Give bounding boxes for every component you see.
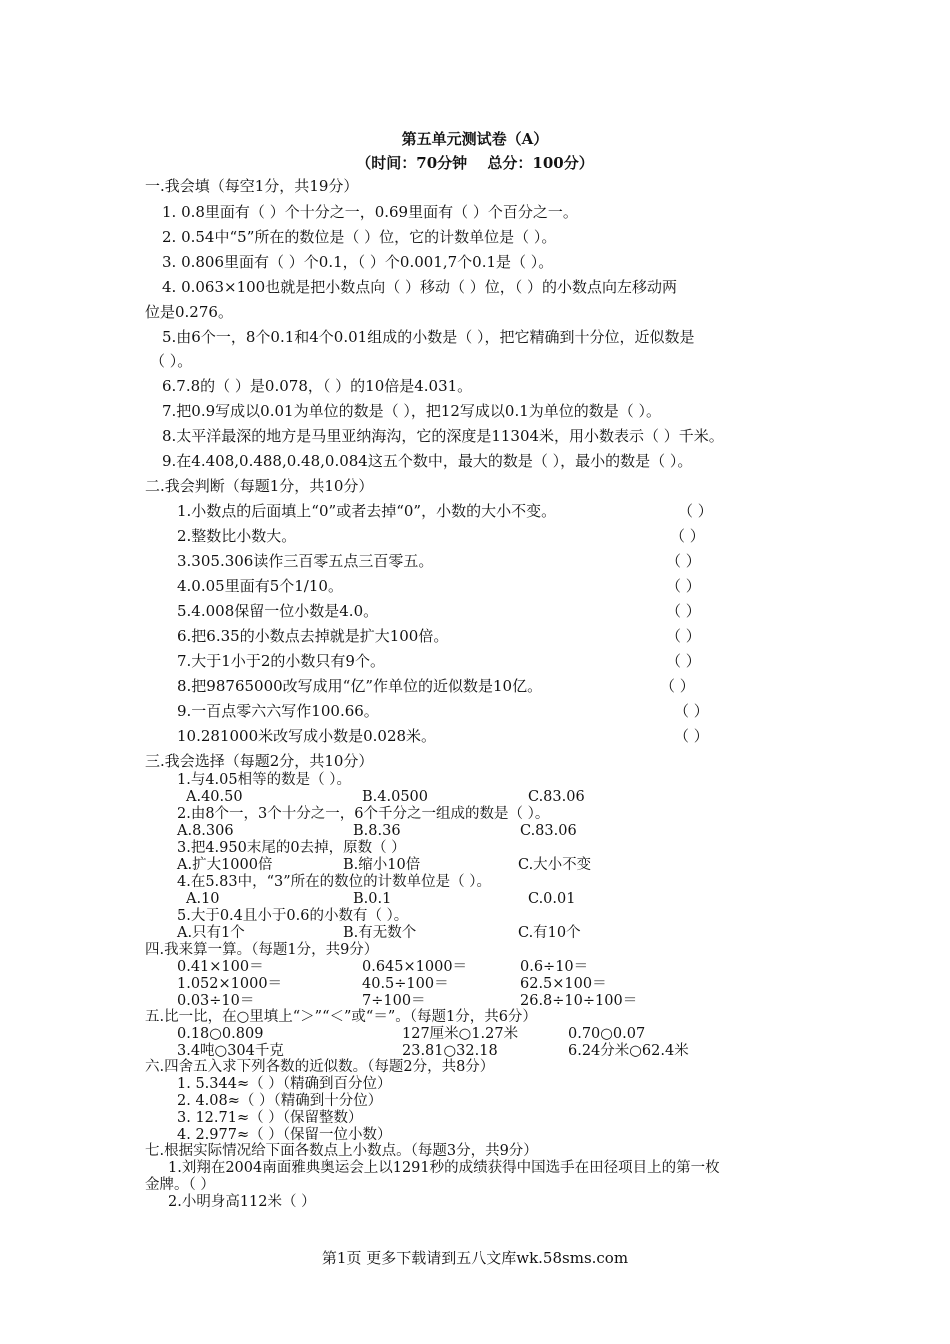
s5-r1-c1: 0.18○0.809 <box>177 1026 264 1042</box>
page-subtitle: （时间：70分钟 总分：100分） <box>356 154 594 172</box>
s1-question-4: 4. 0.063×100也就是把小数点向（ ）移动（ ）位，（ ）的小数点向左移动两 <box>162 278 678 296</box>
s3-q4-option-a: A.10 <box>186 891 220 907</box>
s5-r1-c2: 127厘米○1.27米 <box>402 1026 519 1042</box>
s3-q1-option-c: C.83.06 <box>528 789 585 805</box>
s2-answer-7: （ ） <box>666 652 701 670</box>
s3-q4-option-b: B.0.1 <box>353 891 392 907</box>
s3-q2-option-a: A.8.306 <box>177 823 234 839</box>
s1-question-9: 9.在4.408,0.488,0.48,0.084这五个数中，最大的数是（ ），最小的数是（ ）。 <box>162 452 693 470</box>
s7-question-2: 2.小明身高112米（ ） <box>168 1194 316 1210</box>
s5-r2-c3: 6.24分米○62.4米 <box>568 1043 689 1059</box>
s5-r2-c2: 23.81○32.18 <box>402 1043 498 1059</box>
s4-r3-c1: 0.03÷10＝ <box>177 993 255 1009</box>
s1-question-7: 7.把0.9写成以0.01为单位的数是（ ），把12写成以0.1为单位的数是（ ）。 <box>162 402 662 420</box>
section-7-heading: 七.根据实际情况给下面各数点上小数点。（每题3分，共9分） <box>145 1143 538 1159</box>
section-1-heading: 一.我会填（每空1分，共19分） <box>145 177 359 195</box>
s1-question-4-cont: 位是0.276。 <box>145 303 233 321</box>
s2-question-8: 8.把98765000改写成用“亿”作单位的近似数是10亿。 <box>177 677 543 695</box>
s3-question-1: 1.与4.05相等的数是（ ）。 <box>177 772 351 788</box>
s1-question-1: 1. 0.8里面有（ ）个十分之一，0.69里面有（ ）个百分之一。 <box>162 203 578 221</box>
s2-answer-9: （ ） <box>674 702 709 720</box>
s4-r2-c2: 40.5÷100＝ <box>362 976 449 992</box>
s3-q2-option-b: B.8.36 <box>353 823 401 839</box>
s3-question-2: 2.由8个一，3个十分之一，6个千分之一组成的数是（ ）。 <box>177 806 550 822</box>
s2-answer-3: （ ） <box>666 552 701 570</box>
s3-question-4: 4.在5.83中，“3”所在的数位的计数单位是（ ）。 <box>177 874 492 890</box>
s2-answer-10: （ ） <box>674 727 709 745</box>
s5-r1-c3: 0.70○0.07 <box>568 1026 646 1042</box>
s4-r2-c1: 1.052×1000＝ <box>177 976 283 992</box>
s2-question-2: 2.整数比小数大。 <box>177 527 297 545</box>
s6-item-1: 1. 5.344≈（ ）（精确到百分位） <box>177 1076 392 1092</box>
s2-question-3: 3.305.306读作三百零五点三百零五。 <box>177 552 434 570</box>
s2-answer-5: （ ） <box>666 602 701 620</box>
page-footer: 第1页 更多下载请到五八文库wk.58sms.com <box>321 1249 629 1267</box>
page-title: 第五单元测试卷（A） <box>401 130 549 148</box>
s7-question-1: 1.刘翔在2004南面雅典奥运会上以1291秒的成绩获得中国选手在田径项目上的第一枚 <box>168 1160 720 1176</box>
s2-question-6: 6.把6.35的小数点去掉就是扩大100倍。 <box>177 627 449 645</box>
s1-question-2: 2. 0.54中“5”所在的数位是（ ）位，它的计数单位是（ ）。 <box>162 228 557 246</box>
s1-question-6: 6.7.8的（ ）是0.078，（ ）的10倍是4.031。 <box>162 377 473 395</box>
s1-question-3: 3. 0.806里面有（ ）个0.1，（ ）个0.001,7个0.1是（ ）。 <box>162 253 554 271</box>
s6-item-2: 2. 4.08≈（ ）（精确到十分位） <box>177 1093 383 1109</box>
s7-question-1-cont: 金牌。（ ） <box>145 1177 215 1193</box>
s3-q4-option-c: C.0.01 <box>528 891 576 907</box>
s3-q5-option-a: A.只有1个 <box>177 925 245 941</box>
s6-item-4: 4. 2.977≈（ ）（保留一位小数） <box>177 1127 392 1143</box>
s2-answer-1: （ ） <box>678 502 713 520</box>
s6-item-3: 3. 12.71≈（ ）（保留整数） <box>177 1110 363 1126</box>
s4-r2-c3: 62.5×100＝ <box>520 976 607 992</box>
s4-r3-c2: 7÷100＝ <box>362 993 426 1009</box>
s2-question-5: 5.4.008保留一位小数是4.0。 <box>177 602 379 620</box>
s2-question-4: 4.0.05里面有5个1/10。 <box>177 577 343 595</box>
s4-r1-c3: 0.6÷10＝ <box>520 959 589 975</box>
s3-q2-option-c: C.83.06 <box>520 823 577 839</box>
s1-question-8: 8.太平洋最深的地方是马里亚纳海沟，它的深度是11304米，用小数表示（ ）千米。 <box>162 427 724 445</box>
s4-r1-c1: 0.41×100＝ <box>177 959 264 975</box>
s3-question-5: 5.大于0.4且小于0.6的小数有（ ）。 <box>177 908 409 924</box>
section-2-heading: 二.我会判断（每题1分，共10分） <box>145 477 374 495</box>
s2-question-10: 10.281000米改写成小数是0.028米。 <box>177 727 437 745</box>
s2-answer-6: （ ） <box>666 627 701 645</box>
s2-question-9: 9.一百点零六六写作100.66。 <box>177 702 379 720</box>
s2-answer-8: （ ） <box>660 677 695 695</box>
s3-q3-option-b: B.缩小10倍 <box>343 857 421 873</box>
s4-r1-c2: 0.645×1000＝ <box>362 959 468 975</box>
section-6-heading: 六.四舍五入求下列各数的近似数。（每题2分，共8分） <box>145 1059 495 1075</box>
section-5-heading: 五.比一比，在○里填上“＞”“＜”或“＝”。（每题1分，共6分） <box>145 1009 537 1025</box>
s1-question-5: 5.由6个一，8个0.1和4个0.01组成的小数是（ ），把它精确到十分位，近似数是 <box>162 328 695 346</box>
s3-q1-option-a: A.40.50 <box>186 789 243 805</box>
s3-q5-option-c: C.有10个 <box>518 925 581 941</box>
s5-r2-c1: 3.4吨○304千克 <box>177 1043 284 1059</box>
s2-answer-4: （ ） <box>666 577 701 595</box>
section-3-heading: 三.我会选择（每题2分，共10分） <box>145 752 374 770</box>
s3-q3-option-c: C.大小不变 <box>518 857 592 873</box>
s2-question-7: 7.大于1小于2的小数只有9个。 <box>177 652 385 670</box>
s3-q1-option-b: B.4.0500 <box>362 789 429 805</box>
s2-question-1: 1.小数点的后面填上“0”或者去掉“0”，小数的大小不变。 <box>177 502 557 520</box>
section-4-heading: 四.我来算一算。（每题1分，共9分） <box>145 942 379 958</box>
s3-question-3: 3.把4.950末尾的0去掉，原数（ ） <box>177 840 406 856</box>
s3-q3-option-a: A.扩大1000倍 <box>177 857 273 873</box>
s1-question-5-cont: （ ）。 <box>150 352 193 370</box>
s2-answer-2: （ ） <box>670 527 705 545</box>
s3-q5-option-b: B.有无数个 <box>343 925 417 941</box>
s4-r3-c3: 26.8÷10÷100＝ <box>520 993 638 1009</box>
